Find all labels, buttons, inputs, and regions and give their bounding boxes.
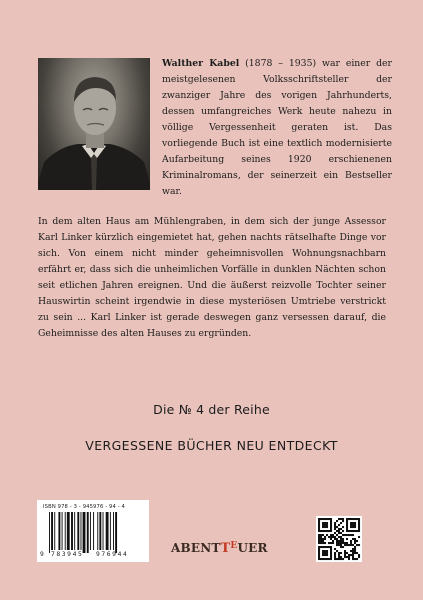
qr-module bbox=[318, 518, 320, 520]
qr-module bbox=[326, 534, 328, 536]
qr-module bbox=[318, 558, 320, 560]
qr-module bbox=[334, 552, 336, 554]
qr-module bbox=[318, 536, 320, 538]
qr-module bbox=[338, 530, 340, 532]
series-title: VERGESSENE BÜCHER NEU ENTDECKT bbox=[85, 438, 338, 453]
qr-module bbox=[324, 552, 326, 554]
qr-module bbox=[336, 544, 338, 546]
qr-module bbox=[336, 550, 338, 552]
qr-module bbox=[334, 526, 336, 528]
qr-module bbox=[350, 524, 352, 526]
qr-module bbox=[328, 558, 330, 560]
qr-module bbox=[322, 552, 324, 554]
qr-module bbox=[336, 526, 338, 528]
qr-module bbox=[320, 558, 322, 560]
qr-module bbox=[320, 542, 322, 544]
qr-module bbox=[326, 518, 328, 520]
qr-module bbox=[334, 522, 336, 524]
qr-module bbox=[322, 558, 324, 560]
barcode-bar bbox=[65, 512, 66, 550]
qr-module bbox=[348, 534, 350, 536]
qr-module bbox=[338, 554, 340, 556]
qr-module bbox=[348, 544, 350, 546]
qr-module bbox=[338, 524, 340, 526]
qr-module bbox=[318, 534, 320, 536]
qr-module bbox=[352, 556, 354, 558]
qr-module bbox=[344, 534, 346, 536]
qr-module bbox=[356, 540, 358, 542]
qr-module bbox=[332, 536, 334, 538]
qr-module bbox=[330, 524, 332, 526]
qr-module bbox=[340, 552, 342, 554]
qr-module bbox=[328, 542, 330, 544]
barcode-digit-group-right: 976944 bbox=[96, 551, 129, 558]
barcode-digit-group-left: 783945 bbox=[51, 551, 84, 558]
qr-module bbox=[338, 532, 340, 534]
qr-module bbox=[358, 528, 360, 530]
series-number: Die № 4 der Reihe bbox=[153, 402, 270, 417]
qr-module bbox=[344, 542, 346, 544]
qr-module bbox=[354, 522, 356, 524]
qr-module bbox=[334, 524, 336, 526]
qr-module bbox=[328, 536, 330, 538]
qr-module bbox=[346, 522, 348, 524]
qr-module bbox=[354, 552, 356, 554]
qr-code bbox=[316, 516, 362, 562]
qr-module bbox=[346, 538, 348, 540]
qr-module bbox=[322, 518, 324, 520]
logo-text-end: UER bbox=[237, 541, 268, 555]
qr-module bbox=[330, 530, 332, 532]
qr-module bbox=[318, 550, 320, 552]
qr-module bbox=[322, 554, 324, 556]
logo-text-t: T bbox=[220, 541, 231, 556]
qr-module bbox=[352, 538, 354, 540]
qr-module bbox=[334, 554, 336, 556]
qr-module bbox=[354, 518, 356, 520]
qr-module bbox=[322, 522, 324, 524]
qr-module bbox=[352, 554, 354, 556]
qr-module bbox=[338, 528, 340, 530]
qr-module bbox=[330, 542, 332, 544]
qr-module bbox=[322, 524, 324, 526]
qr-module bbox=[318, 552, 320, 554]
qr-module bbox=[346, 526, 348, 528]
qr-module bbox=[350, 534, 352, 536]
qr-module bbox=[326, 554, 328, 556]
qr-module bbox=[330, 556, 332, 558]
qr-module bbox=[334, 538, 336, 540]
qr-module bbox=[352, 544, 354, 546]
qr-module bbox=[348, 518, 350, 520]
qr-module bbox=[342, 558, 344, 560]
qr-module bbox=[334, 548, 336, 550]
qr-module bbox=[330, 552, 332, 554]
qr-module bbox=[350, 544, 352, 546]
author-portrait-image bbox=[38, 58, 150, 190]
barcode-bar bbox=[93, 512, 94, 550]
qr-module bbox=[346, 520, 348, 522]
qr-module bbox=[354, 540, 356, 542]
qr-module bbox=[336, 542, 338, 544]
qr-module bbox=[318, 556, 320, 558]
qr-module bbox=[338, 518, 340, 520]
qr-module bbox=[352, 548, 354, 550]
barcode-bar bbox=[106, 512, 109, 550]
qr-module bbox=[324, 522, 326, 524]
qr-module bbox=[320, 536, 322, 538]
qr-module bbox=[340, 544, 342, 546]
qr-module bbox=[330, 546, 332, 548]
qr-module bbox=[348, 530, 350, 532]
qr-module bbox=[330, 518, 332, 520]
qr-module bbox=[318, 538, 320, 540]
qr-module bbox=[352, 552, 354, 554]
qr-module bbox=[330, 536, 332, 538]
barcode-bar bbox=[54, 512, 55, 550]
qr-module bbox=[354, 548, 356, 550]
author-portrait-drawing bbox=[38, 58, 150, 190]
qr-module bbox=[354, 550, 356, 552]
barcode-bar bbox=[90, 512, 91, 550]
qr-module bbox=[356, 544, 358, 546]
qr-module bbox=[342, 518, 344, 520]
qr-module bbox=[354, 526, 356, 528]
qr-module bbox=[346, 552, 348, 554]
barcode-bar bbox=[49, 512, 50, 553]
qr-module bbox=[342, 546, 344, 548]
qr-module bbox=[318, 554, 320, 556]
qr-module bbox=[354, 546, 356, 548]
qr-module bbox=[346, 530, 348, 532]
qr-module bbox=[348, 558, 350, 560]
qr-module bbox=[346, 534, 348, 536]
qr-module bbox=[332, 534, 334, 536]
barcode-bar bbox=[71, 512, 73, 550]
qr-module bbox=[320, 518, 322, 520]
qr-module bbox=[342, 540, 344, 542]
qr-module bbox=[358, 530, 360, 532]
qr-module bbox=[358, 524, 360, 526]
qr-module bbox=[322, 550, 324, 552]
qr-module bbox=[338, 540, 340, 542]
qr-module bbox=[330, 520, 332, 522]
barcode-bar bbox=[87, 512, 89, 553]
qr-module bbox=[352, 550, 354, 552]
qr-module bbox=[324, 554, 326, 556]
qr-module bbox=[324, 524, 326, 526]
qr-module bbox=[346, 556, 348, 558]
qr-module bbox=[334, 528, 336, 530]
barcode-bar bbox=[113, 512, 114, 550]
qr-module bbox=[344, 550, 346, 552]
qr-module bbox=[338, 536, 340, 538]
qr-module bbox=[330, 550, 332, 552]
qr-module bbox=[324, 550, 326, 552]
qr-module bbox=[350, 530, 352, 532]
qr-module bbox=[330, 526, 332, 528]
barcode-bar bbox=[81, 512, 82, 550]
qr-module bbox=[352, 518, 354, 520]
qr-module bbox=[318, 542, 320, 544]
qr-module bbox=[324, 530, 326, 532]
qr-module bbox=[342, 526, 344, 528]
qr-module bbox=[330, 554, 332, 556]
publisher-logo bbox=[171, 541, 268, 561]
qr-module bbox=[326, 552, 328, 554]
qr-module bbox=[336, 534, 338, 536]
barcode-bar bbox=[99, 512, 101, 550]
qr-module bbox=[344, 552, 346, 554]
qr-module bbox=[326, 558, 328, 560]
qr-module bbox=[324, 558, 326, 560]
qr-module bbox=[324, 538, 326, 540]
qr-module bbox=[340, 546, 342, 548]
qr-module bbox=[352, 522, 354, 524]
qr-module bbox=[340, 536, 342, 538]
barcode-bar bbox=[115, 512, 117, 553]
qr-module bbox=[340, 556, 342, 558]
qr-module bbox=[320, 534, 322, 536]
qr-module bbox=[330, 528, 332, 530]
qr-module bbox=[348, 554, 350, 556]
qr-module bbox=[350, 542, 352, 544]
qr-module bbox=[330, 522, 332, 524]
qr-module bbox=[342, 520, 344, 522]
qr-module bbox=[318, 546, 320, 548]
qr-module bbox=[352, 526, 354, 528]
qr-module bbox=[352, 530, 354, 532]
qr-module bbox=[340, 542, 342, 544]
qr-module bbox=[350, 522, 352, 524]
qr-module bbox=[322, 538, 324, 540]
author-name: Walther Kabel bbox=[162, 58, 240, 69]
logo-text-start: ABENT bbox=[171, 541, 221, 555]
qr-module bbox=[328, 546, 330, 548]
qr-module bbox=[342, 538, 344, 540]
qr-module bbox=[348, 556, 350, 558]
qr-module bbox=[344, 556, 346, 558]
qr-module bbox=[338, 556, 340, 558]
qr-module bbox=[322, 540, 324, 542]
qr-module bbox=[346, 542, 348, 544]
qr-module bbox=[324, 526, 326, 528]
qr-module bbox=[340, 540, 342, 542]
qr-module bbox=[332, 540, 334, 542]
qr-module bbox=[330, 538, 332, 540]
qr-module bbox=[358, 544, 360, 546]
qr-module bbox=[354, 542, 356, 544]
qr-module bbox=[334, 558, 336, 560]
qr-module bbox=[358, 556, 360, 558]
qr-module bbox=[350, 550, 352, 552]
qr-module bbox=[334, 556, 336, 558]
qr-module bbox=[320, 538, 322, 540]
qr-module bbox=[350, 540, 352, 542]
barcode-bar bbox=[67, 512, 70, 550]
qr-module bbox=[326, 522, 328, 524]
qr-module bbox=[342, 534, 344, 536]
qr-module bbox=[340, 528, 342, 530]
barcode-bar bbox=[103, 512, 104, 550]
qr-module bbox=[326, 550, 328, 552]
qr-module bbox=[358, 518, 360, 520]
qr-module bbox=[328, 530, 330, 532]
qr-module bbox=[336, 540, 338, 542]
qr-module bbox=[354, 524, 356, 526]
logo-text-mark: E bbox=[230, 541, 238, 551]
barcode-bar bbox=[110, 512, 111, 550]
qr-module bbox=[318, 528, 320, 530]
qr-module bbox=[322, 526, 324, 528]
qr-module bbox=[318, 526, 320, 528]
qr-module bbox=[318, 524, 320, 526]
qr-module bbox=[340, 522, 342, 524]
qr-module bbox=[322, 534, 324, 536]
qr-module bbox=[356, 530, 358, 532]
barcode-digit-lead: 9 bbox=[40, 551, 44, 558]
qr-module bbox=[324, 542, 326, 544]
barcode-bar bbox=[83, 512, 86, 553]
barcode-bar bbox=[58, 512, 60, 550]
qr-module bbox=[338, 544, 340, 546]
qr-module bbox=[344, 544, 346, 546]
qr-module bbox=[326, 526, 328, 528]
qr-module bbox=[322, 530, 324, 532]
qr-module bbox=[322, 546, 324, 548]
qr-module bbox=[342, 530, 344, 532]
qr-module bbox=[356, 552, 358, 554]
qr-module bbox=[352, 558, 354, 560]
qr-module bbox=[344, 554, 346, 556]
qr-module bbox=[326, 530, 328, 532]
qr-module bbox=[320, 546, 322, 548]
isbn-barcode bbox=[37, 500, 149, 562]
qr-module bbox=[340, 532, 342, 534]
qr-module bbox=[330, 558, 332, 560]
qr-module bbox=[354, 538, 356, 540]
qr-module bbox=[340, 558, 342, 560]
qr-module bbox=[318, 520, 320, 522]
qr-code-pattern bbox=[316, 516, 362, 562]
author-life-dates: (1878 – 1935) bbox=[239, 58, 322, 69]
qr-module bbox=[338, 552, 340, 554]
qr-module bbox=[358, 520, 360, 522]
qr-module bbox=[334, 532, 336, 534]
qr-module bbox=[318, 540, 320, 542]
qr-module bbox=[318, 548, 320, 550]
qr-module bbox=[330, 548, 332, 550]
qr-module bbox=[338, 542, 340, 544]
qr-module bbox=[336, 538, 338, 540]
qr-module bbox=[350, 526, 352, 528]
barcode-bar bbox=[97, 512, 98, 550]
author-bio-text: war einer der meistgelesenen Volksschriftsteller der zwanziger Jahre des vorigen Jahrhunderts, dessen umfangreiches Werk heute nahezu in völlige Vergessenheit geraten ist. Das vorliegende Buch ist eine textlich modernisierte Aufarbeitung seines 1920 erschienenen Kriminalromans, der seinerzeit ein Bestseller war. bbox=[162, 58, 393, 197]
qr-module bbox=[340, 538, 342, 540]
qr-module bbox=[350, 518, 352, 520]
qr-module bbox=[318, 522, 320, 524]
book-synopsis: In dem alten Haus am Mühlengraben, in dem sich der junge Assessor Karl Linker kürzlich eingemietet hat, gehen nachts rätselhafte Dinge vor sich. Von einem nicht minder geheimnisvollen Wohnungsnachbarn erfährt er, dass sich die unheimlichen Vorfälle in dunklen Nächten schon seit etlichen Jahren ereignen. Und die äußerst reizvolle Tochter seiner Hauswirtin scheint irgendwie in diese mysteriösen Umtriebe verstrickt zu sein ... Karl Linker ist gerade deswegen ganz versessen darauf, die Geheimnisse des alten Hauses zu ergründen. bbox=[38, 216, 386, 339]
author-bio bbox=[162, 56, 392, 200]
qr-module bbox=[320, 530, 322, 532]
qr-module bbox=[332, 542, 334, 544]
qr-module bbox=[318, 530, 320, 532]
barcode-bar bbox=[51, 512, 53, 550]
qr-module bbox=[358, 526, 360, 528]
qr-module bbox=[338, 558, 340, 560]
qr-module bbox=[358, 554, 360, 556]
barcode-bar bbox=[62, 512, 63, 550]
qr-module bbox=[346, 524, 348, 526]
qr-module bbox=[356, 558, 358, 560]
qr-module bbox=[350, 554, 352, 556]
qr-module bbox=[334, 536, 336, 538]
qr-module bbox=[326, 546, 328, 548]
qr-module bbox=[358, 536, 360, 538]
qr-module bbox=[324, 536, 326, 538]
qr-module bbox=[324, 546, 326, 548]
barcode-bar bbox=[74, 512, 75, 550]
qr-module bbox=[320, 540, 322, 542]
qr-module bbox=[356, 518, 358, 520]
qr-module bbox=[352, 534, 354, 536]
qr-module bbox=[354, 530, 356, 532]
qr-module bbox=[324, 518, 326, 520]
qr-module bbox=[354, 558, 356, 560]
qr-module bbox=[336, 520, 338, 522]
qr-module bbox=[328, 518, 330, 520]
qr-module bbox=[322, 542, 324, 544]
barcode-bar bbox=[77, 512, 79, 550]
qr-module bbox=[336, 530, 338, 532]
qr-module bbox=[342, 542, 344, 544]
qr-module bbox=[346, 544, 348, 546]
qr-module bbox=[326, 524, 328, 526]
qr-module bbox=[358, 522, 360, 524]
qr-module bbox=[346, 518, 348, 520]
qr-module bbox=[352, 524, 354, 526]
qr-module bbox=[336, 558, 338, 560]
qr-module bbox=[330, 534, 332, 536]
isbn-label: ISBN 978 - 3 - 945976 - 94 - 4 bbox=[43, 504, 125, 510]
qr-module bbox=[346, 528, 348, 530]
qr-module bbox=[340, 518, 342, 520]
